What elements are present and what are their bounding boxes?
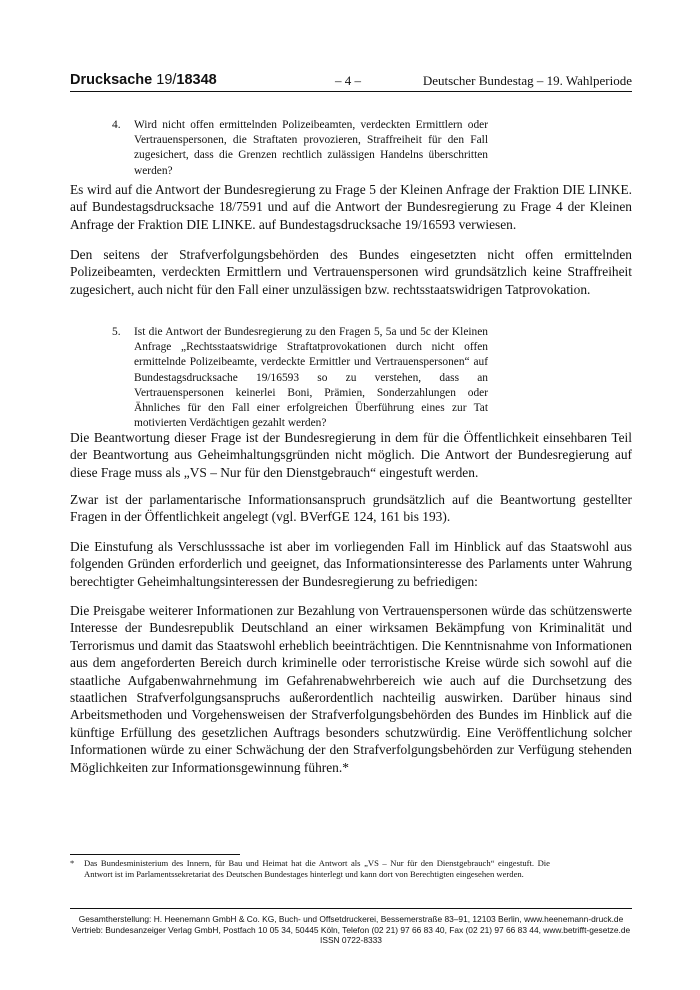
page-header [70, 72, 632, 92]
imprint-line: Vertrieb: Bundesanzeiger Verlag GmbH, Postfach 10 05 34, 50445 Köln, Telefon (02 21) 97 66 83 40, Fax (02 21) 97 66 83 44, www.betrifft-gesetze.de [71, 924, 631, 935]
answer-paragraph: Die Einstufung als Verschlusssache ist aber im vorliegenden Fall im Hinblick auf das Staatswohl aus folgenden Gründen erforderlich und geeignet, das Informationsinteresse des Parlaments unter Wahrung berechtigter Geheimhaltungsinteressen der Bundesregierung zu befriedigen: [70, 539, 632, 589]
question-number: 5. [112, 326, 121, 338]
header-rule [70, 91, 632, 92]
imprint-rule [70, 908, 632, 909]
answer-paragraph: Die Beantwortung dieser Frage ist der Bundesregierung in dem für die Öffentlichkeit einsehbaren Teil der Beantwortung aus Geheimhaltungsgründen nicht möglich. Die Antwort der Bundesregierung auf diese Frage muss als „VS – Nur für den Dienstgebrauch“ eingestuft werden. [70, 430, 632, 480]
question-4 [112, 118, 488, 179]
doc-number-prefix: 19/ [156, 72, 177, 88]
imprint [70, 914, 632, 946]
question-5 [112, 325, 488, 431]
footnote-mark: * [70, 858, 75, 868]
answer-paragraph: Zwar ist der parlamentarische Informationsanspruch grundsätzlich auf die Beantwortung gestellter Fragen in der Öffentlichkeit angelegt (vgl. BVerfGE 124, 161 bis 193). [70, 492, 632, 525]
imprint-line: Gesamtherstellung: H. Heenemann GmbH & Co. KG, Buch- und Offsetdruckerei, Bessemerstraße 83–91, 12103 Berlin, www.heenemann-druck.de [78, 914, 624, 924]
page-number: – 4 – [335, 73, 361, 88]
footnote-text: Das Bundesministerium des Innern, für Bau und Heimat hat die Antwort als „VS – Nur für den Dienstgebrauch“ eingestuft. Die Antwort ist im Parlamentssekretariat des Deutschen Bundestages hinterlegt und kann dort von Berechtigten eingesehen werden. [84, 858, 550, 879]
question-text: Wird nicht offen ermittelnden Polizeibeamten, verdeckten Ermittlern oder Vertrauenspersonen, die Straftaten provozieren, Straffreiheit für den Fall zugesichert, dass die Grenzen rechtlich zulässigen Handelns überschritten werden? [134, 119, 488, 177]
footnote-rule [70, 854, 240, 855]
question-number: 4. [112, 119, 121, 131]
answer-paragraph: Es wird auf die Antwort der Bundesregierung zu Frage 5 der Kleinen Anfrage der Fraktion DIE LINKE. auf Bundestagsdrucksache 18/7591 und auf die Antwort der Bundesregierung zu Frage 4 der Kleinen Anfrage der Fraktion DIE LINKE. auf Bundestagsdrucksache 19/16593 verwiesen. [70, 182, 632, 232]
doc-number-suffix: 18348 [176, 72, 217, 88]
document-number [70, 72, 217, 88]
answer-paragraph: Die Preisgabe weiterer Informationen zur Bezahlung von Vertrauenspersonen würde das schützenswerte Interesse der Bundesrepublik Deutschland an einer wirksamen Bekämpfung von Kriminalität und Terrorismus und damit das Staatswohl erheblich beeinträchtigen. Die Kenntnisnahme von Informationen aus dem angeforderten Bereich durch kriminelle oder terroristische Kreise würde sich sowohl auf die staatliche Aufgabenwahrnehmung im Gefahrenabwehrbereich wie auch auf die Durchsetzung des staatlichen Strafverfolgungsanspruchs außerordentlich nachteilig auswirken. Darüber hinaus sind Arbeitsmethoden und Vorgehensweisen der Strafverfolgungsbehörden des Bundes im Hinblick auf die künftige Erfüllung des gesetzlichen Auftrags besonders schutzwürdig. Eine Veröffentlichung solcher Informationen würde zu einer Schwächung der den Strafverfolgungsbehörden zur Verfügung stehenden Möglichkeiten zur Informationsgewinnung führen.* [70, 603, 632, 775]
question-text: Ist die Antwort der Bundesregierung zu den Fragen 5, 5a und 5c der Kleinen Anfrage „Rechtsstaatswidrige Straftatprovokationen durch nicht offen ermittelnde Polizeibeamte, verdeckte Ermittler und Vertrauenspersonen“ auf Bundestagsdrucksache 19/16593 so zu verstehen, dass an Vertrauenspersonen keinerlei Boni, Prämien, Sonderzahlungen oder Ähnliches für den Fall einer erfolgreichen Überführung eines zur Tat motivierten Verdächtigen gezahlt werden? [134, 326, 488, 430]
imprint-line: ISSN 0722-8333 [320, 935, 382, 946]
publisher: Deutscher Bundestag – 19. Wahlperiode [422, 73, 632, 88]
footnote [70, 858, 550, 880]
doc-label: Drucksache [70, 72, 153, 88]
answer-paragraph: Den seitens der Strafverfolgungsbehörden des Bundes eingesetzten nicht offen ermittelnden Polizeibeamten, verdeckten Ermittlern und Vertrauenspersonen wird grundsätzlich keine Straffreiheit zugesichert, auch nicht für den Fall einer unzulässigen bzw. rechtsstaatswidrigen Tatprovokation. [70, 247, 632, 297]
